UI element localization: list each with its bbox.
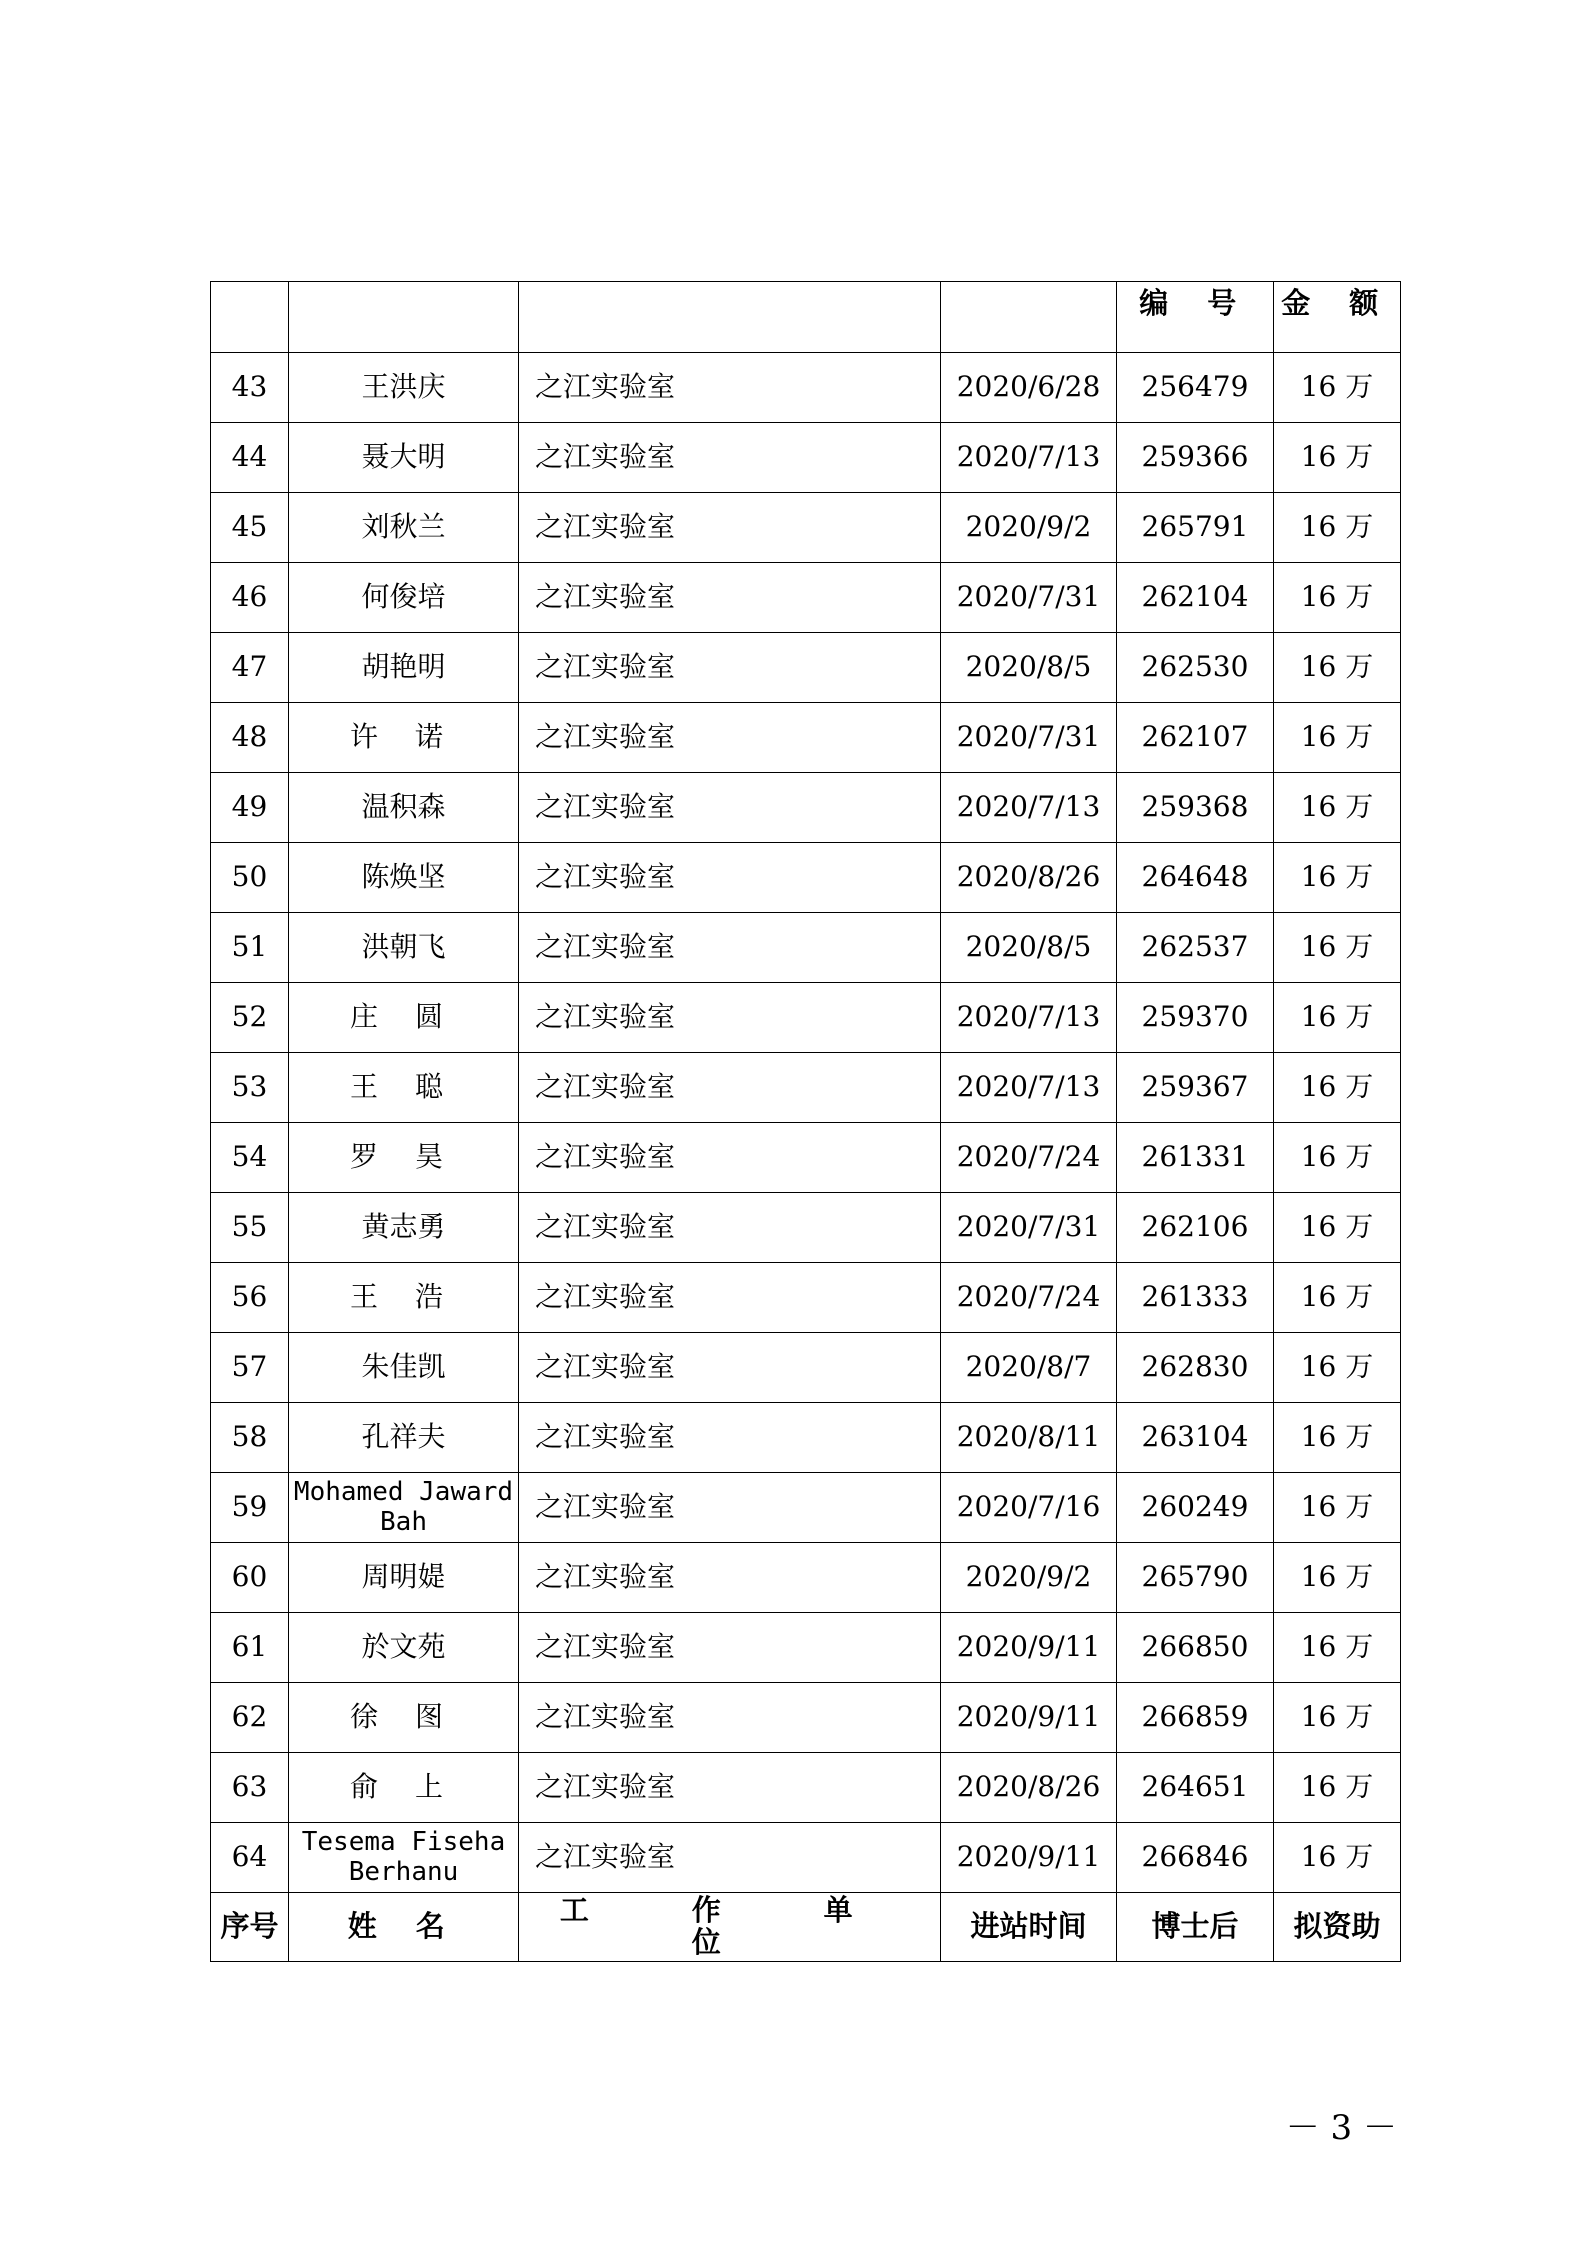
cell-date: 2020/8/11	[941, 1403, 1117, 1473]
cell-amount: 16 万	[1274, 1193, 1401, 1263]
cell-amount: 16 万	[1274, 1403, 1401, 1473]
cell-amount: 16 万	[1274, 563, 1401, 633]
cell-unit: 之江实验室	[519, 1683, 941, 1753]
table-row	[211, 1403, 1401, 1473]
table-row	[211, 1823, 1401, 1893]
cell-no: 63	[211, 1753, 289, 1823]
cell-unit: 之江实验室	[519, 1053, 941, 1123]
header-top-no	[211, 282, 289, 353]
cell-no: 64	[211, 1823, 289, 1893]
cell-name: 聂大明	[289, 423, 519, 493]
cell-date: 2020/7/24	[941, 1123, 1117, 1193]
cell-date: 2020/7/24	[941, 1263, 1117, 1333]
cell-id: 265791	[1117, 493, 1274, 563]
cell-date: 2020/9/11	[941, 1683, 1117, 1753]
cell-unit: 之江实验室	[519, 353, 941, 423]
cell-unit: 之江实验室	[519, 423, 941, 493]
table-row	[211, 1753, 1401, 1823]
cell-no: 52	[211, 983, 289, 1053]
cell-name: 王洪庆	[289, 353, 519, 423]
cell-name: 周明媞	[289, 1543, 519, 1613]
cell-id: 259367	[1117, 1053, 1274, 1123]
cell-amount: 16 万	[1274, 1053, 1401, 1123]
table-row	[211, 1473, 1401, 1543]
cell-name: 孔祥夫	[289, 1403, 519, 1473]
header-top-date	[941, 282, 1117, 353]
cell-name: 罗 昊	[289, 1123, 519, 1193]
header-bottom-name: 姓 名	[289, 1893, 519, 1962]
cell-name: 许 诺	[289, 703, 519, 773]
table-row	[211, 1333, 1401, 1403]
cell-id: 262106	[1117, 1193, 1274, 1263]
cell-amount: 16 万	[1274, 703, 1401, 773]
cell-date: 2020/8/5	[941, 633, 1117, 703]
cell-no: 55	[211, 1193, 289, 1263]
cell-name: 王 聪	[289, 1053, 519, 1123]
table-row	[211, 1613, 1401, 1683]
cell-id: 262537	[1117, 913, 1274, 983]
table-row	[211, 1263, 1401, 1333]
cell-no: 50	[211, 843, 289, 913]
cell-amount: 16 万	[1274, 1333, 1401, 1403]
cell-amount: 16 万	[1274, 1753, 1401, 1823]
cell-date: 2020/8/5	[941, 913, 1117, 983]
cell-no: 54	[211, 1123, 289, 1193]
table-row	[211, 633, 1401, 703]
cell-date: 2020/7/16	[941, 1473, 1117, 1543]
cell-unit: 之江实验室	[519, 1263, 941, 1333]
cell-id: 260249	[1117, 1473, 1274, 1543]
cell-amount: 16 万	[1274, 633, 1401, 703]
cell-date: 2020/6/28	[941, 353, 1117, 423]
cell-date: 2020/9/2	[941, 493, 1117, 563]
cell-unit: 之江实验室	[519, 843, 941, 913]
cell-id: 259370	[1117, 983, 1274, 1053]
table-row	[211, 1193, 1401, 1263]
cell-amount: 16 万	[1274, 1613, 1401, 1683]
cell-amount: 16 万	[1274, 1823, 1401, 1893]
cell-unit: 之江实验室	[519, 493, 941, 563]
cell-date: 2020/7/13	[941, 983, 1117, 1053]
cell-amount: 16 万	[1274, 493, 1401, 563]
cell-unit: 之江实验室	[519, 1333, 941, 1403]
postdoc-funding-table	[210, 281, 1401, 1962]
cell-id: 266859	[1117, 1683, 1274, 1753]
cell-id: 261331	[1117, 1123, 1274, 1193]
cell-date: 2020/7/31	[941, 1193, 1117, 1263]
cell-no: 56	[211, 1263, 289, 1333]
page-number: － 3 －	[1285, 2108, 1397, 2148]
cell-date: 2020/7/13	[941, 773, 1117, 843]
cell-amount: 16 万	[1274, 773, 1401, 843]
cell-name: 徐 图	[289, 1683, 519, 1753]
cell-date: 2020/7/13	[941, 423, 1117, 493]
cell-amount: 16 万	[1274, 353, 1401, 423]
table-row	[211, 563, 1401, 633]
cell-id: 262107	[1117, 703, 1274, 773]
cell-name: 俞 上	[289, 1753, 519, 1823]
cell-amount: 16 万	[1274, 1543, 1401, 1613]
header-top-id: 编 号	[1117, 282, 1274, 353]
table-row	[211, 1053, 1401, 1123]
cell-name: 温积森	[289, 773, 519, 843]
cell-id: 264648	[1117, 843, 1274, 913]
table-row	[211, 1683, 1401, 1753]
cell-date: 2020/8/7	[941, 1333, 1117, 1403]
cell-date: 2020/7/31	[941, 563, 1117, 633]
header-bottom-date: 进站时间	[941, 1893, 1117, 1962]
cell-no: 60	[211, 1543, 289, 1613]
cell-name: 朱佳凯	[289, 1333, 519, 1403]
cell-name: 刘秋兰	[289, 493, 519, 563]
cell-unit: 之江实验室	[519, 703, 941, 773]
header-top-name	[289, 282, 519, 353]
cell-name: 王 浩	[289, 1263, 519, 1333]
cell-no: 58	[211, 1403, 289, 1473]
cell-name: Tesema Fiseha Berhanu	[289, 1823, 519, 1893]
cell-no: 51	[211, 913, 289, 983]
cell-unit: 之江实验室	[519, 1823, 941, 1893]
table-row	[211, 423, 1401, 493]
cell-no: 49	[211, 773, 289, 843]
table-row	[211, 913, 1401, 983]
header-bottom-id: 博士后	[1117, 1893, 1274, 1962]
cell-unit: 之江实验室	[519, 1403, 941, 1473]
cell-date: 2020/9/11	[941, 1613, 1117, 1683]
cell-name: 於文苑	[289, 1613, 519, 1683]
cell-date: 2020/8/26	[941, 1753, 1117, 1823]
cell-unit: 之江实验室	[519, 1123, 941, 1193]
cell-date: 2020/8/26	[941, 843, 1117, 913]
cell-id: 259366	[1117, 423, 1274, 493]
cell-id: 266850	[1117, 1613, 1274, 1683]
cell-amount: 16 万	[1274, 1123, 1401, 1193]
cell-no: 44	[211, 423, 289, 493]
cell-id: 256479	[1117, 353, 1274, 423]
header-top-amount: 金 额	[1274, 282, 1401, 353]
cell-id: 262830	[1117, 1333, 1274, 1403]
cell-amount: 16 万	[1274, 1473, 1401, 1543]
cell-id: 262530	[1117, 633, 1274, 703]
table-header-top	[211, 282, 1401, 353]
cell-id: 263104	[1117, 1403, 1274, 1473]
header-top-unit	[519, 282, 941, 353]
table-row	[211, 353, 1401, 423]
cell-no: 62	[211, 1683, 289, 1753]
cell-unit: 之江实验室	[519, 1753, 941, 1823]
cell-id: 262104	[1117, 563, 1274, 633]
cell-id: 259368	[1117, 773, 1274, 843]
cell-no: 57	[211, 1333, 289, 1403]
table-row	[211, 1123, 1401, 1193]
cell-unit: 之江实验室	[519, 983, 941, 1053]
cell-no: 47	[211, 633, 289, 703]
cell-id: 266846	[1117, 1823, 1274, 1893]
header-bottom-no: 序号	[211, 1893, 289, 1962]
cell-no: 61	[211, 1613, 289, 1683]
cell-id: 264651	[1117, 1753, 1274, 1823]
cell-name: 庄 圆	[289, 983, 519, 1053]
table-row	[211, 493, 1401, 563]
cell-name: 洪朝飞	[289, 913, 519, 983]
cell-no: 45	[211, 493, 289, 563]
cell-amount: 16 万	[1274, 983, 1401, 1053]
table-row	[211, 983, 1401, 1053]
table-row	[211, 703, 1401, 773]
cell-date: 2020/9/11	[941, 1823, 1117, 1893]
cell-unit: 之江实验室	[519, 1193, 941, 1263]
cell-no: 43	[211, 353, 289, 423]
cell-unit: 之江实验室	[519, 1543, 941, 1613]
cell-name: 胡艳明	[289, 633, 519, 703]
cell-date: 2020/7/13	[941, 1053, 1117, 1123]
table-header-bottom	[211, 1893, 1401, 1962]
table-row	[211, 1543, 1401, 1613]
table-row	[211, 843, 1401, 913]
cell-id: 265790	[1117, 1543, 1274, 1613]
header-bottom-amount: 拟资助	[1274, 1893, 1401, 1962]
cell-amount: 16 万	[1274, 913, 1401, 983]
cell-name: 黄志勇	[289, 1193, 519, 1263]
table-row	[211, 773, 1401, 843]
cell-no: 59	[211, 1473, 289, 1543]
cell-name: 何俊培	[289, 563, 519, 633]
cell-amount: 16 万	[1274, 1263, 1401, 1333]
cell-amount: 16 万	[1274, 843, 1401, 913]
cell-no: 46	[211, 563, 289, 633]
cell-unit: 之江实验室	[519, 563, 941, 633]
cell-date: 2020/7/31	[941, 703, 1117, 773]
cell-name: Mohamed Jaward Bah	[289, 1473, 519, 1543]
table-body	[211, 282, 1401, 1962]
cell-unit: 之江实验室	[519, 913, 941, 983]
cell-date: 2020/9/2	[941, 1543, 1117, 1613]
cell-unit: 之江实验室	[519, 1613, 941, 1683]
cell-id: 261333	[1117, 1263, 1274, 1333]
cell-unit: 之江实验室	[519, 633, 941, 703]
cell-amount: 16 万	[1274, 1683, 1401, 1753]
cell-name: 陈焕坚	[289, 843, 519, 913]
cell-unit: 之江实验室	[519, 773, 941, 843]
cell-no: 53	[211, 1053, 289, 1123]
cell-no: 48	[211, 703, 289, 773]
cell-unit: 之江实验室	[519, 1473, 941, 1543]
cell-amount: 16 万	[1274, 423, 1401, 493]
header-bottom-unit: 工 作 单 位	[519, 1893, 941, 1962]
